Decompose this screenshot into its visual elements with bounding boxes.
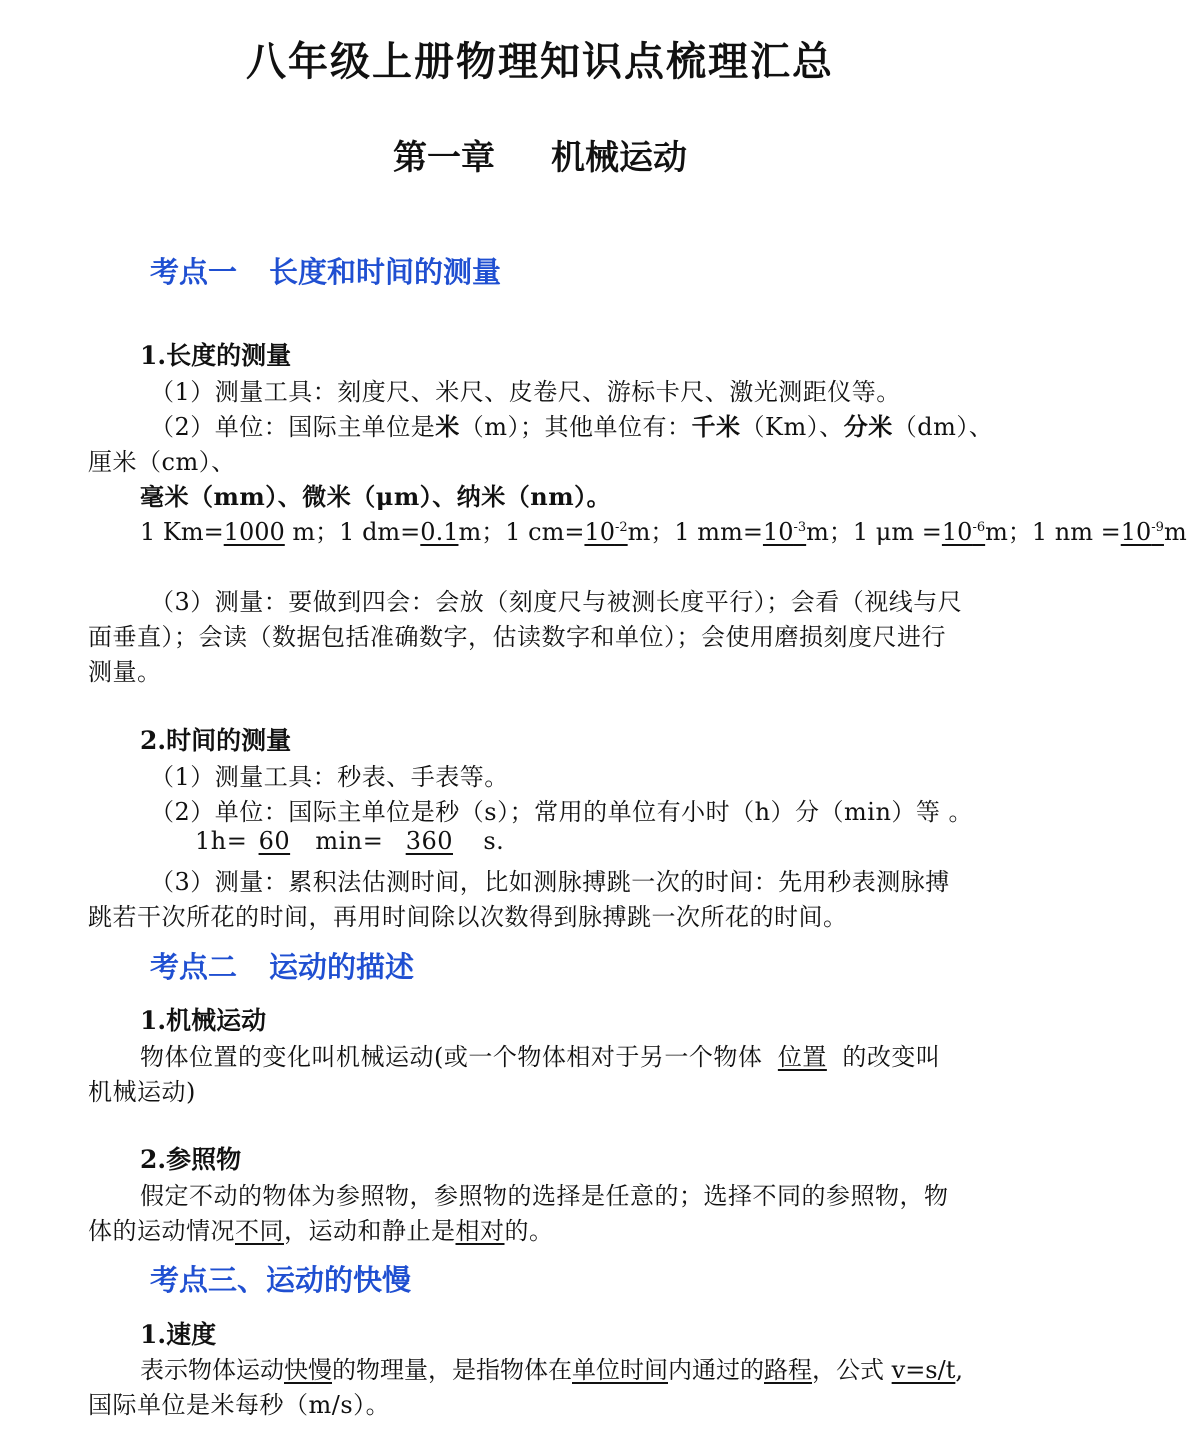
- text-line: 机械运动): [88, 1078, 196, 1106]
- text-line: 厘米（cm）、: [88, 448, 236, 476]
- text-line: （3）测量：要做到四会：会放（刻度尺与被测长度平行）；会看（视线与尺: [150, 588, 963, 616]
- text-line: 体的运动情况不同，运动和静止是相对的。: [88, 1217, 554, 1245]
- text-line: 假定不动的物体为参照物，参照物的选择是任意的；选择不同的参照物，物: [140, 1182, 949, 1210]
- text-line: （3）测量：累积法估测时间，比如测脉搏跳一次的时间：先用秒表测脉搏: [150, 868, 950, 896]
- section-heading-kp3: 考点三、运动的快慢: [150, 1263, 412, 1297]
- section-label: 考点一: [150, 255, 238, 289]
- text-line: 毫米（mm）、微米（μm）、纳米（nm）。: [140, 482, 612, 511]
- section-label: 考点二: [150, 950, 238, 984]
- section-name: 运动的描述: [269, 950, 415, 984]
- subheading-reference-frame: 2.参照物: [140, 1145, 242, 1174]
- section-heading-kp1: [150, 250, 501, 291]
- chapter-name: 机械运动: [551, 138, 687, 178]
- time-conversion-line: 1h= 60 min= 360 s.: [195, 827, 505, 855]
- text-line: 测量。: [88, 658, 162, 686]
- document-title: 八年级上册物理知识点梳理汇总: [246, 38, 834, 85]
- subheading-time: 2.时间的测量: [140, 726, 292, 755]
- chapter-title: [0, 130, 1080, 179]
- subheading-length: 1.长度的测量: [140, 341, 292, 370]
- text-line: 跳若干次所花的时间，再用时间除以次数得到脉搏跳一次所花的时间。: [88, 903, 848, 931]
- text-line: （2）单位：国际主单位是秒（s）；常用的单位有小时（h）分（min）等 。: [150, 798, 974, 826]
- subheading-mechanical-motion: 1.机械运动: [140, 1006, 267, 1035]
- text-line: 国际单位是米每秒（m/s）。: [88, 1391, 391, 1419]
- text-line: （2）单位：国际主单位是米（m）；其他单位有：千米（Km）、分米（dm）、: [150, 412, 994, 441]
- chapter-number: 第一章: [393, 138, 495, 178]
- text-line: 表示物体运动快慢的物理量，是指物体在单位时间内通过的路程，公式 v=s/t,: [140, 1356, 963, 1384]
- unit-conversion-line: 1 Km=1000 m；1 dm=0.1m；1 $cm=10^{-2}m$；1 $mm=10^{-3}m$；1 $\mu m =10^{-6}m$；1 nm $=10^{-9}m$: [140, 518, 1187, 546]
- text-line: （1）测量工具：刻度尺、米尺、皮卷尺、游标卡尺、激光测距仪等。: [150, 378, 901, 406]
- text-line: （1）测量工具：秒表、手表等。: [150, 763, 509, 791]
- section-heading-kp2: [150, 945, 414, 986]
- section-name: 长度和时间的测量: [269, 255, 502, 289]
- text-line: 物体位置的变化叫机械运动(或一个物体相对于另一个物体位置的改变叫: [140, 1043, 941, 1071]
- subheading-speed: 1.速度: [140, 1320, 217, 1349]
- text-line: 面垂直）；会读（数据包括准确数字，估读数字和单位）；会使用磨损刻度尺进行: [88, 623, 946, 651]
